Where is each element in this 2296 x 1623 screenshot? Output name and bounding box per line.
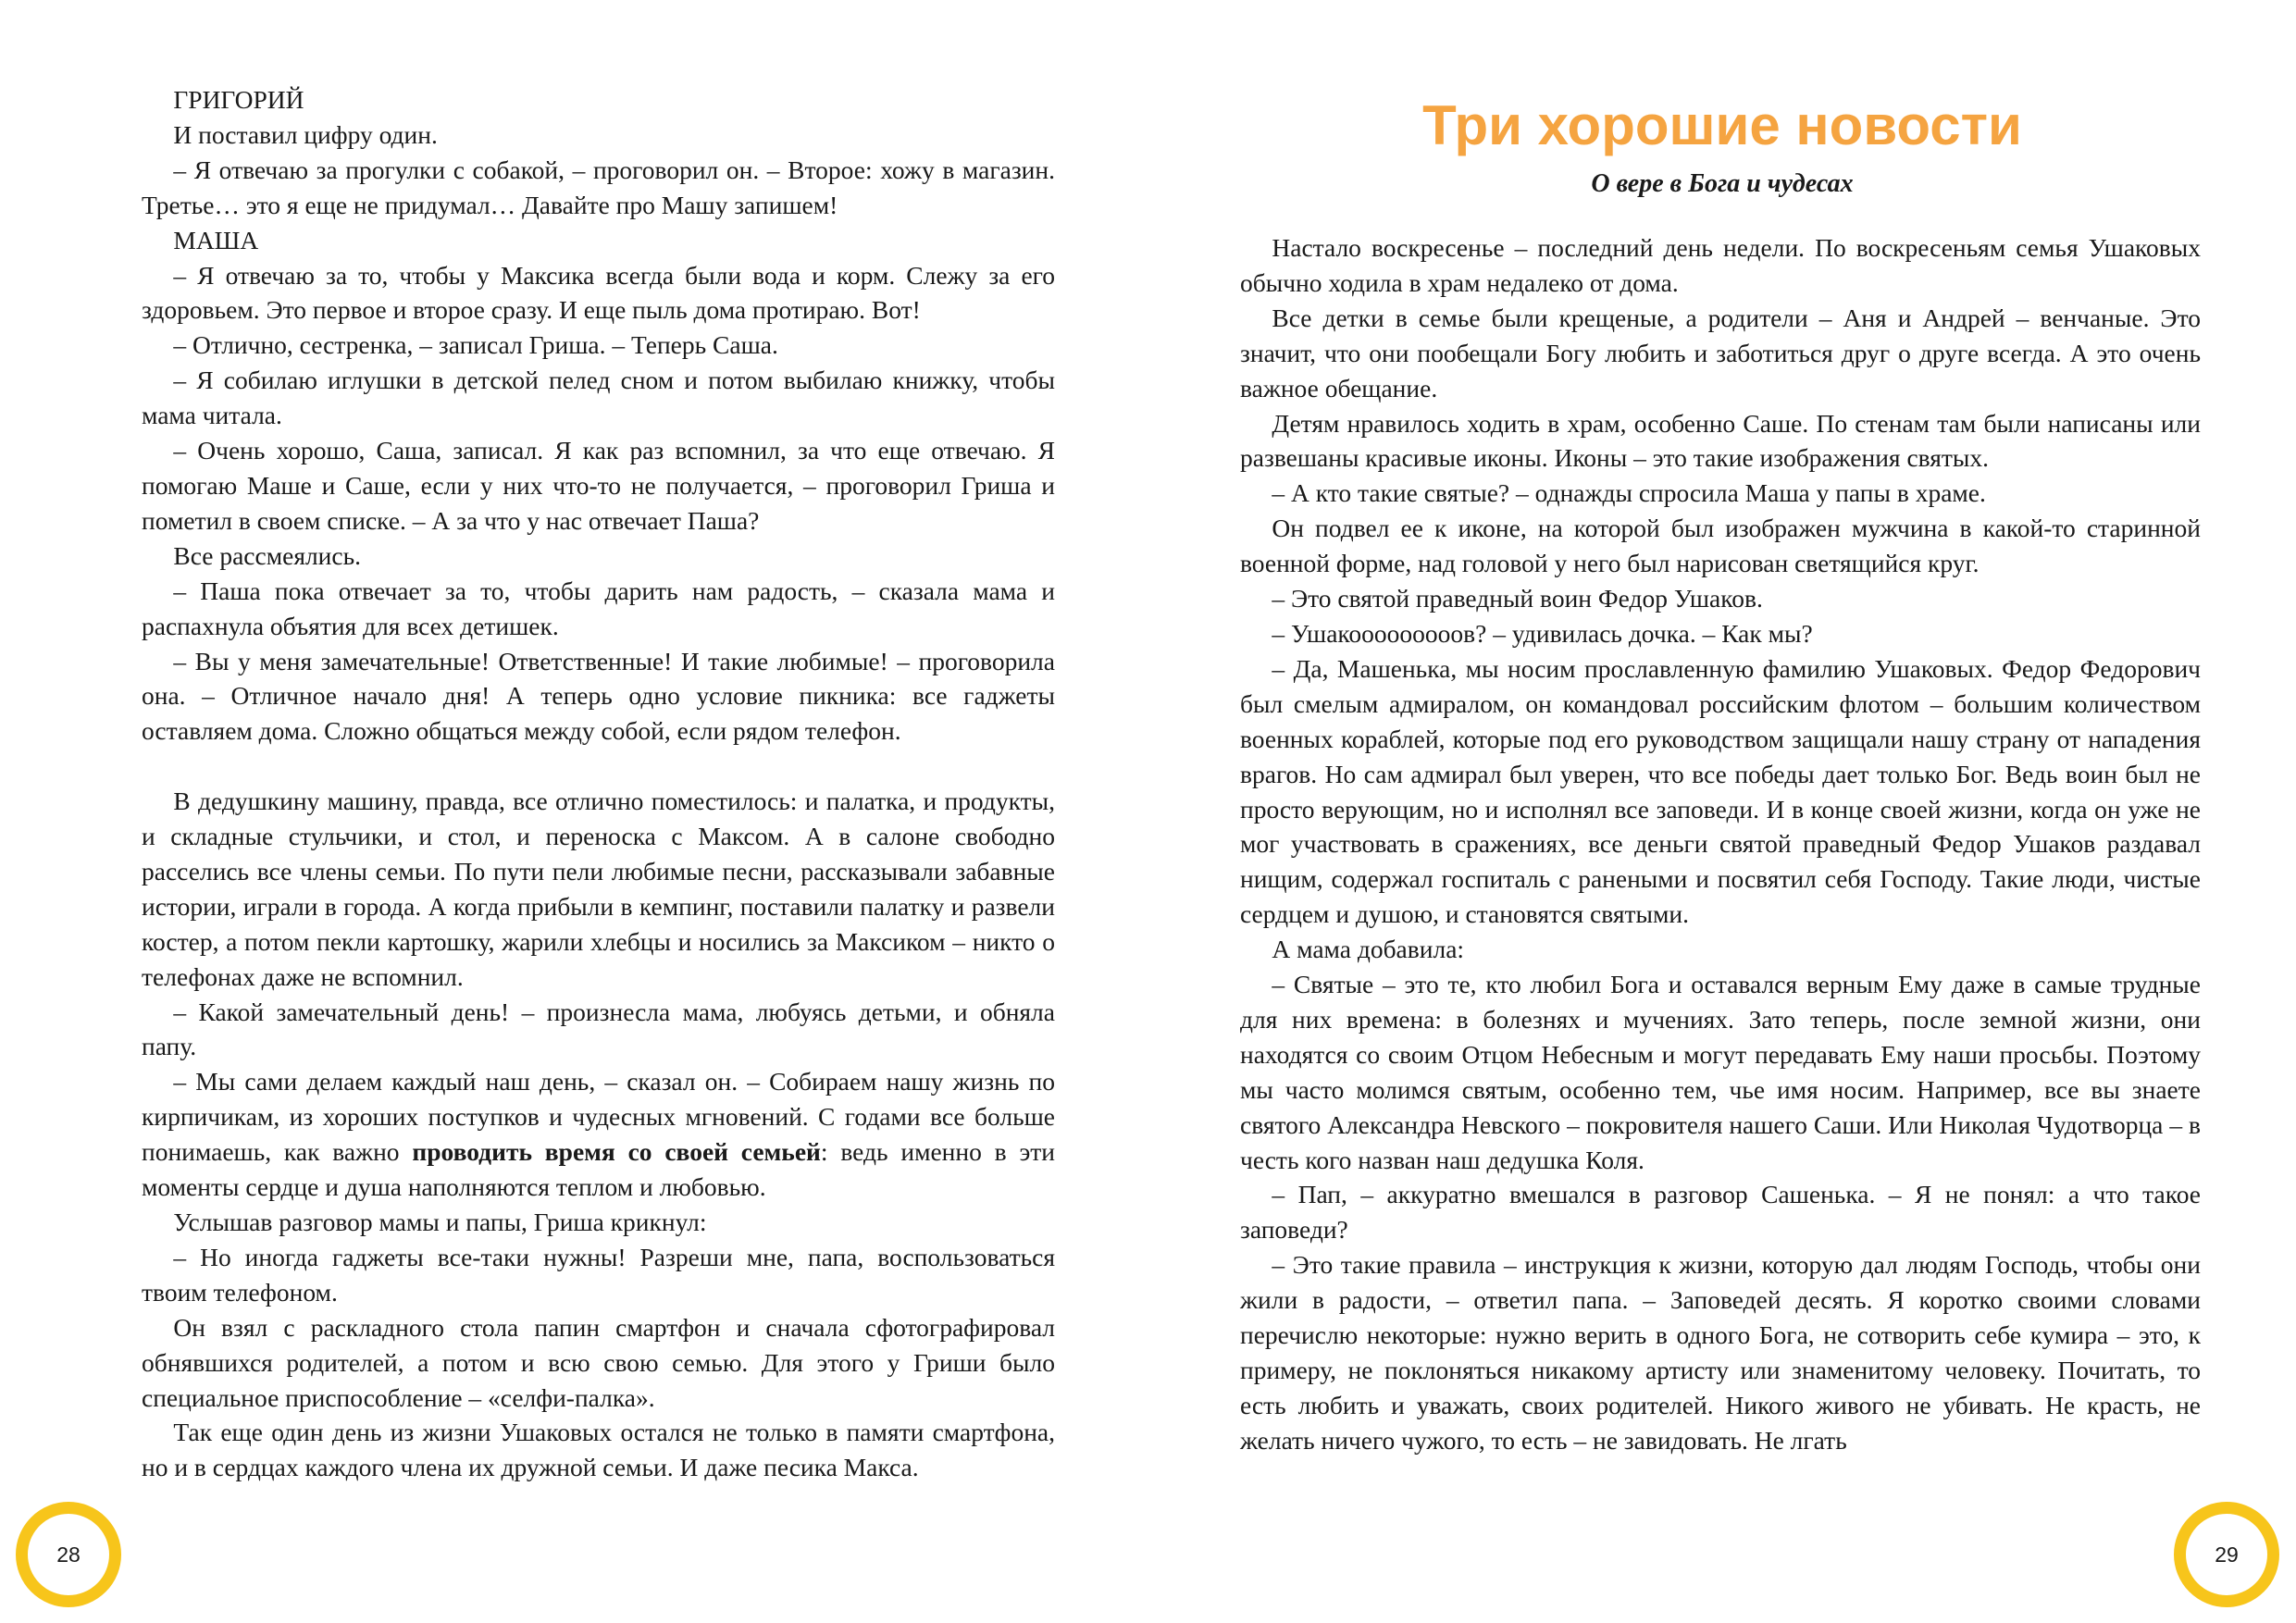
right-page: [1148, 0, 2296, 1623]
paragraph-text: – Мы сами делаем каждый наш день, – сказал он. – Собираем нашу жизнь по кирпичикам, из хороших поступков и чудесных мгновений. С годами все больше понимаешь, как важно: [142, 1067, 1055, 1167]
page-number-left: 28: [56, 1542, 81, 1567]
paragraph: – Святые – это те, кто любил Бога и оставался верным Ему даже в самые трудные для них времена: в болезнях и мучениях. Зато теперь, после земной жизни, они находятся со своим Отцом Небесным и могут передавать Ему наши просьбы. Поэтому мы часто молимся святым, особенно тем, чье имя носим. Например, все вы знаете святого Александра Невского – покровителя нашего Саши. Или Николая Чудотворца – в честь кого назван наш дедушка Коля.: [1240, 970, 2201, 1174]
page-number-badge-right: [2174, 1502, 2279, 1607]
paragraph: Услышав разговор мамы и папы, Гриша крикнул:: [173, 1207, 707, 1236]
paragraph: – Паша пока отвечает за то, чтобы дарить нам радость, – сказала мама и распахнула объятия для всех детишек.: [142, 576, 1055, 640]
paragraph: – Ушакооооооооов? – удивилась дочка. – Как мы?: [1272, 618, 1813, 648]
paragraph: Все рассмеялись.: [173, 540, 362, 570]
page-number-badge-left: [16, 1502, 121, 1607]
paragraph: И поставил цифру один.: [173, 119, 438, 149]
paragraph: – Какой замечательный день! – произнесла мама, любуясь детьми, и обняла папу.: [142, 997, 1055, 1061]
left-page-text-column: [142, 82, 1055, 1485]
chapter-title: Три хорошие новости: [1422, 94, 2022, 156]
paragraph-text: : ведь именно в эти моменты сердце и душа наполняются теплом и любовью.: [142, 1137, 1055, 1202]
paragraph: МАША: [173, 225, 259, 254]
emphasized-text: проводить время со своей семьей: [412, 1137, 821, 1167]
paragraph: А мама добавила:: [1272, 935, 1465, 964]
paragraph: – Да, Машенька, мы носим прославленную фамилию Ушаковых. Федор Федорович был смелым адмиралом, он командовал российским флотом – большим количеством военных кораблей, которые под его руководством защищали нашу страну от нападения врагов. Но сам адмирал был уверен, что все победы дает только Бог. Ведь воин был не просто верующим, но и исполнял все заповеди. И в конце своей жизни, когда он уже не мог участвовать в сражениях, все деньги святой праведный Федор Ушаков раздавал нищим, содержал госпиталь с ранеными и посвятил себя Господу. Такие люди, чистые сердцем и душою, и становятся святыми.: [1240, 653, 2201, 929]
paragraph: Все детки в семье были крещеные, а родители – Аня и Андрей – венчаные. Это значит, что они пообещали Богу любить и заботиться друг о друге всегда. А это очень важное обещание.: [1240, 303, 2201, 403]
paragraph: – Вы у меня замечательные! Ответственные! И такие любимые! – проговорила она. – Отличное начало дня! А теперь одно условие пикника: все гаджеты оставляем дома. Сложно общаться между собой, если рядом телефон.: [142, 646, 1055, 746]
paragraph: Детям нравилось ходить в храм, особенно Саше. По стенам там были написаны или развешаны красивые иконы. Иконы – это такие изображения святых.: [1240, 408, 2201, 473]
chapter-subtitle: О вере в Бога и чудесах: [1591, 169, 1854, 198]
paragraph: Так еще один день из жизни Ушаковых остался не только в памяти смартфона, но и в сердцах каждого члена их дружной семьи. И даже песика Макса.: [142, 1418, 1055, 1482]
paragraph: Он подвел ее к иконе, на которой был изображен мужчина в какой-то старинной военной форме, над головой у него был нарисован светящийся круг.: [1240, 514, 2201, 578]
paragraph: – Я собилаю иглушки в детской пелед сном и потом выбилаю книжку, чтобы мама читала.: [142, 365, 1055, 430]
paragraph: – Очень хорошо, Саша, записал. Я как раз вспомнил, за что еще отвечаю. Я помогаю Маше и Саше, если у них что-то не получается, – проговорил Гриша и пометил в своем списке. – А за что у нас отвечает Паша?: [142, 436, 1055, 535]
paragraph: – Но иногда гаджеты все-таки нужны! Разреши мне, папа, воспользоваться твоим телефоном.: [142, 1242, 1055, 1307]
paragraph: ГРИГОРИЙ: [173, 85, 304, 114]
paragraph: – А кто такие святые? – однажды спросила Маша у папы в храме.: [1272, 478, 1986, 508]
right-page-text-column: [1240, 230, 2201, 1458]
paragraph: [142, 1064, 1055, 1205]
paragraph: – Я отвечаю за то, чтобы у Максика всегда были вода и корм. Слежу за его здоровьем. Это первое и второе сразу. И еще пыль дома протираю. Вот!: [142, 260, 1055, 325]
paragraph: – Отлично, сестренка, – записал Гриша. – Теперь Саша.: [173, 330, 778, 360]
paragraph: – Это такие правила – инструкция к жизни, которую дал людям Господь, чтобы они жили в радости, – ответил папа. – Заповедей десять. Я коротко своими словами перечислю некоторые: нужно верить в одного Бога, не сотворить себе кумира – это, к примеру, не поклоняться никакому артисту или знаменитому человеку. Почитать, то есть любить и уважать, своих родителей. Никого живого не убивать. Не красть, не желать ничего чужого, то есть – не завидовать. Не лгать: [1240, 1250, 2201, 1455]
page-number-right: 29: [2215, 1542, 2239, 1567]
paragraph: Настало воскресенье – последний день недели. По воскресеньям семья Ушаковых обычно ходила в храм недалеко от дома.: [1240, 233, 2201, 297]
paragraph: В дедушкину машину, правда, все отлично поместилось: и палатка, и продукты, и складные стульчики, и стол, и переноска с Максом. А в салоне свободно расселись все члены семьи. По пути пели любимые песни, рассказывали забавные истории, играли в города. А когда прибыли в кемпинг, поставили палатку и развели костер, а потом пекли картошку, жарили хлебцы и носились за Максиком – никто о телефонах даже не вспомнил.: [142, 787, 1055, 991]
paragraph: – Пап, – аккуратно вмешался в разговор Сашенька. – Я не понял: а что такое заповеди?: [1240, 1180, 2201, 1245]
paragraph: – Это святой праведный воин Федор Ушаков.: [1272, 584, 1763, 613]
paragraph: – Я отвечаю за прогулки с собакой, – проговорил он. – Второе: хожу в магазин. Третье… это я еще не придумал… Давайте про Машу запишем!: [142, 155, 1055, 219]
paragraph: Он взял с раскладного стола папин смартфон и сначала сфотографировал обнявшихся родителей, а потом и всю свою семью. Для этого у Гриши было специальное приспособление – «селфи-палка».: [142, 1312, 1055, 1412]
